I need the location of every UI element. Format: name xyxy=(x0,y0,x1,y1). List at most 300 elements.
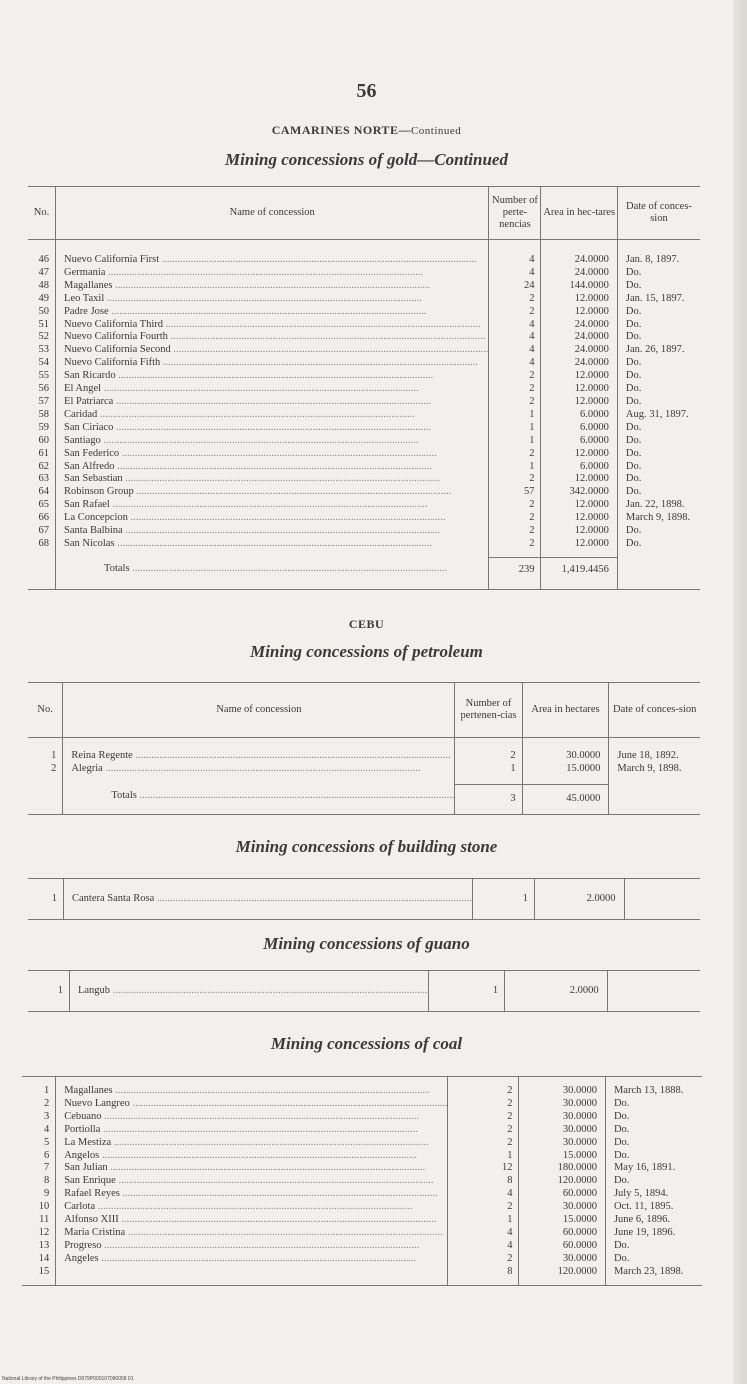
pertenencias-value: 4 xyxy=(489,357,541,370)
concession-name: Padre Jose ..... xyxy=(64,306,426,317)
date-value: Do. xyxy=(625,486,642,498)
pertenencias-value: 2 xyxy=(448,1201,519,1214)
concession-name: Magallanes ..... xyxy=(64,1085,430,1096)
concession-name-cell xyxy=(56,1240,448,1253)
area-value: 12.0000 xyxy=(541,293,617,306)
pertenencias-value: 2 xyxy=(489,306,541,319)
table-row xyxy=(28,738,700,763)
row-number: 66 xyxy=(28,512,56,525)
concession-name: Cebuano ..... xyxy=(64,1111,419,1122)
concession-name: San Sebastian ..... xyxy=(64,473,440,484)
concession-name-cell xyxy=(56,344,489,357)
pertenencias-value: 12 xyxy=(448,1162,519,1175)
table-row xyxy=(28,538,700,557)
date-value: Do. xyxy=(625,331,642,343)
pertenencias-value: 2 xyxy=(455,738,522,763)
row-number: 14 xyxy=(22,1253,56,1266)
row-number: 49 xyxy=(28,293,56,306)
date-value: Do. xyxy=(613,1252,630,1264)
date-value: May 16, 1891. xyxy=(613,1162,676,1174)
pertenencias-value: 2 xyxy=(448,1253,519,1266)
area-value: 12.0000 xyxy=(541,525,617,538)
pertenencias-value: 8 xyxy=(448,1266,519,1285)
area-value: 30.0000 xyxy=(519,1111,606,1124)
area-value: 12.0000 xyxy=(541,473,617,486)
row-number: 2 xyxy=(22,1098,56,1111)
pertenencias-value: 1 xyxy=(489,435,541,448)
row-number: 47 xyxy=(28,267,56,280)
date-value: Do. xyxy=(625,460,642,472)
table-row xyxy=(28,473,700,486)
date-value: Do. xyxy=(625,279,642,291)
area-value: 24.0000 xyxy=(541,240,617,267)
date-value: March 9, 1898. xyxy=(625,512,691,524)
concession-name: Alegria ..... xyxy=(71,763,420,774)
area-value: 15.0000 xyxy=(519,1214,606,1227)
concession-name-cell xyxy=(56,1137,448,1150)
col-header-no: No. xyxy=(28,187,56,240)
concession-name: Nuevo California Fourth ..... xyxy=(64,331,485,342)
concession-name-cell xyxy=(56,1098,448,1111)
pertenencias-value: 4 xyxy=(489,267,541,280)
row-number: 12 xyxy=(22,1227,56,1240)
table-row xyxy=(28,971,700,1012)
table-row xyxy=(28,422,700,435)
table-row xyxy=(28,240,700,267)
col-header-area: Area in hec-tares xyxy=(541,187,617,240)
area-value: 30.0000 xyxy=(519,1098,606,1111)
date-value: Do. xyxy=(625,537,642,549)
col-header-area: Area in hectares xyxy=(522,683,609,738)
guano-concessions-table xyxy=(28,970,700,1012)
row-number: 4 xyxy=(22,1124,56,1137)
date-value: Jan. 15, 1897. xyxy=(625,292,685,304)
table-row xyxy=(28,293,700,306)
row-number: 59 xyxy=(28,422,56,435)
date-value: Do. xyxy=(613,1097,630,1109)
area-value: 24.0000 xyxy=(541,319,617,332)
concession-name: Nuevo California Third ..... xyxy=(64,319,481,330)
gold-concessions-table xyxy=(28,186,700,590)
row-number: 63 xyxy=(28,473,56,486)
date-value: Do. xyxy=(613,1136,630,1148)
concession-name-cell xyxy=(56,512,489,525)
concession-name-cell xyxy=(56,293,489,306)
area-value: 12.0000 xyxy=(541,396,617,409)
pertenencias-value: 2 xyxy=(489,370,541,383)
concession-name-cell xyxy=(56,396,489,409)
col-header-pertenencias: Number of perte-nencias xyxy=(489,187,541,240)
pertenencias-value: 2 xyxy=(448,1137,519,1150)
pertenencias-value: 2 xyxy=(489,473,541,486)
pertenencias-value: 1 xyxy=(448,1150,519,1163)
row-number: 58 xyxy=(28,409,56,422)
row-number: 8 xyxy=(22,1175,56,1188)
concession-name-cell xyxy=(56,538,489,557)
concession-name: La Concepcion ..... xyxy=(64,512,445,523)
area-value: 60.0000 xyxy=(519,1227,606,1240)
concession-name: Caridad ..... xyxy=(64,409,415,420)
pertenencias-value: 1 xyxy=(472,879,534,920)
col-header-date: Date of conces-sion xyxy=(617,187,700,240)
date-value: June 18, 1892. xyxy=(617,750,679,761)
row-number: 7 xyxy=(22,1162,56,1175)
table-row xyxy=(22,1188,702,1201)
date-value: July 5, 1894. xyxy=(613,1188,669,1200)
concession-name-cell xyxy=(56,461,489,474)
table-row xyxy=(28,448,700,461)
concession-name: San Alfredo ..... xyxy=(64,461,432,472)
pertenencias-value: 1 xyxy=(455,763,522,784)
concession-name-cell xyxy=(56,1150,448,1163)
area-value: 15.0000 xyxy=(519,1150,606,1163)
concession-name: Santa Balbina ..... xyxy=(64,525,440,536)
concession-name-cell xyxy=(56,422,489,435)
table-row xyxy=(28,319,700,332)
concession-name-cell xyxy=(56,370,489,383)
concession-name-cell xyxy=(56,435,489,448)
area-value: 12.0000 xyxy=(541,448,617,461)
date-value: March 9, 1898. xyxy=(617,762,682,774)
concession-name: Santiago ..... xyxy=(64,435,418,446)
totals-pertenencias: 239 xyxy=(489,557,541,590)
pertenencias-value: 2 xyxy=(489,396,541,409)
table-row xyxy=(28,267,700,280)
concession-name: Langub ..... xyxy=(78,985,428,996)
area-value: 12.0000 xyxy=(541,538,617,557)
pertenencias-value: 24 xyxy=(489,280,541,293)
date-value: March 23, 1898. xyxy=(605,1266,702,1285)
table-row xyxy=(28,879,700,920)
concession-name: San Ciriaco ..... xyxy=(64,422,431,433)
area-value: 144.0000 xyxy=(541,280,617,293)
area-value: 30.0000 xyxy=(519,1253,606,1266)
row-number: 1 xyxy=(22,1077,56,1098)
concession-name: Rafael Reyes ..... xyxy=(64,1188,437,1199)
pertenencias-value: 1 xyxy=(428,971,505,1012)
table-row xyxy=(22,1266,702,1285)
footer-credit: National Library of the Philippines D079P000107090058 01 xyxy=(2,1376,134,1382)
concession-name-cell xyxy=(56,331,489,344)
concession-name: San Julian ..... xyxy=(64,1162,425,1173)
concession-name: Maria Cristina ..... xyxy=(64,1227,443,1238)
date-value: Jan. 26, 1897. xyxy=(625,344,685,356)
area-value: 24.0000 xyxy=(541,331,617,344)
concession-name: El Patriarca ..... xyxy=(64,396,431,407)
table-row xyxy=(28,370,700,383)
concession-name: El Angel ..... xyxy=(64,383,419,394)
row-number: 67 xyxy=(28,525,56,538)
area-value: 24.0000 xyxy=(541,344,617,357)
area-value: 30.0000 xyxy=(519,1124,606,1137)
date-value: Do. xyxy=(625,395,642,407)
concession-name: Nuevo California Fifth ..... xyxy=(64,357,478,368)
pertenencias-value: 57 xyxy=(489,486,541,499)
pertenencias-value: 2 xyxy=(489,448,541,461)
row-number: 1 xyxy=(28,971,69,1012)
table4-title: Mining concessions of guano xyxy=(263,934,470,953)
area-value: 24.0000 xyxy=(541,267,617,280)
concession-name: Progreso ..... xyxy=(64,1240,419,1251)
concession-name-cell xyxy=(56,383,489,396)
area-value: 30.0000 xyxy=(519,1201,606,1214)
row-number: 10 xyxy=(22,1201,56,1214)
concession-name: Angeles ..... xyxy=(64,1253,416,1264)
concession-name: Carlota ..... xyxy=(64,1201,413,1212)
date-value: Do. xyxy=(625,447,642,459)
row-number: 64 xyxy=(28,486,56,499)
pertenencias-value: 2 xyxy=(448,1098,519,1111)
table-row xyxy=(28,461,700,474)
pertenencias-value: 4 xyxy=(448,1240,519,1253)
pertenencias-value: 2 xyxy=(489,512,541,525)
table-row xyxy=(22,1111,702,1124)
area-value: 12.0000 xyxy=(541,306,617,319)
concession-name: Nuevo California First ..... xyxy=(64,254,477,265)
totals-area: 1,419.4456 xyxy=(541,557,617,590)
area-value: 12.0000 xyxy=(541,383,617,396)
area-value: 2.0000 xyxy=(505,971,607,1012)
date-value: Do. xyxy=(625,318,642,330)
date-value: Do. xyxy=(625,434,642,446)
col-header-date: Date of conces-sion xyxy=(609,683,700,738)
row-number: 65 xyxy=(28,499,56,512)
pertenencias-value: 4 xyxy=(489,240,541,267)
area-value: 30.0000 xyxy=(519,1137,606,1150)
date-value: Do. xyxy=(625,266,642,278)
building-stone-concessions-table xyxy=(28,878,700,920)
concession-name-cell xyxy=(56,240,489,267)
pertenencias-value: 2 xyxy=(489,383,541,396)
row-number: 51 xyxy=(28,319,56,332)
table-row xyxy=(28,486,700,499)
table-row xyxy=(22,1150,702,1163)
date-value: Do. xyxy=(625,421,642,433)
pertenencias-value: 2 xyxy=(448,1124,519,1137)
pertenencias-value: 2 xyxy=(489,293,541,306)
table-row xyxy=(28,331,700,344)
date-value: Do. xyxy=(625,473,642,485)
row-number: 15 xyxy=(22,1266,56,1285)
table1-title: Mining concessions of gold—Continued xyxy=(225,150,508,169)
concession-name-cell xyxy=(56,525,489,538)
date-value: June 19, 1896. xyxy=(613,1226,676,1238)
date-value: Do. xyxy=(613,1110,630,1122)
pertenencias-value: 4 xyxy=(489,344,541,357)
concession-name: Alfonso XIII ..... xyxy=(64,1214,436,1225)
row-number: 50 xyxy=(28,306,56,319)
concession-name-cell xyxy=(63,738,455,763)
concession-name: San Enrique ..... xyxy=(64,1175,433,1186)
pertenencias-value: 4 xyxy=(448,1188,519,1201)
concession-name: San Nicolas ..... xyxy=(64,538,432,549)
area-value: 6.0000 xyxy=(541,422,617,435)
table-row xyxy=(28,306,700,319)
pertenencias-value: 2 xyxy=(489,499,541,512)
date-value: Do. xyxy=(613,1175,630,1187)
concession-name-cell xyxy=(56,280,489,293)
row-number: 6 xyxy=(22,1150,56,1163)
concession-name: San Rafael ..... xyxy=(64,499,427,510)
pertenencias-value: 1 xyxy=(489,409,541,422)
row-number: 68 xyxy=(28,538,56,557)
concession-name-cell xyxy=(56,1253,448,1266)
concession-name-cell xyxy=(56,1188,448,1201)
row-number: 48 xyxy=(28,280,56,293)
area-value: 6.0000 xyxy=(541,435,617,448)
pertenencias-value: 4 xyxy=(448,1227,519,1240)
col-header-no: No. xyxy=(28,683,63,738)
concession-name: Angelos ..... xyxy=(64,1150,417,1161)
date-value: Do. xyxy=(625,383,642,395)
row-number: 9 xyxy=(22,1188,56,1201)
area-value: 12.0000 xyxy=(541,370,617,383)
table-row xyxy=(22,1098,702,1111)
concession-name: Reina Regente ..... xyxy=(71,750,450,761)
totals-label: Totals ..... xyxy=(104,563,447,574)
table-row xyxy=(28,499,700,512)
col-header-name: Name of concession xyxy=(63,683,455,738)
table-row xyxy=(22,1227,702,1240)
concession-name-cell xyxy=(56,319,489,332)
table-row xyxy=(28,409,700,422)
coal-concessions-table xyxy=(22,1076,702,1286)
area-value: 24.0000 xyxy=(541,357,617,370)
pertenencias-value: 1 xyxy=(489,461,541,474)
concession-name: Leo Taxil ..... xyxy=(64,293,422,304)
area-value: 6.0000 xyxy=(541,461,617,474)
row-number: 13 xyxy=(22,1240,56,1253)
date-value: Do. xyxy=(613,1239,630,1251)
concession-name-cell xyxy=(56,499,489,512)
table-row xyxy=(28,512,700,525)
region-heading-cebu: CEBU xyxy=(348,617,385,631)
date-value: Aug. 31, 1897. xyxy=(625,408,689,420)
area-value: 60.0000 xyxy=(519,1188,606,1201)
row-number: 60 xyxy=(28,435,56,448)
pertenencias-value: 2 xyxy=(448,1111,519,1124)
area-value: 180.0000 xyxy=(519,1162,606,1175)
concession-name: Germania ..... xyxy=(64,267,423,278)
area-value: 30.0000 xyxy=(519,1077,606,1098)
concession-name: Magallanes ..... xyxy=(64,280,430,291)
concession-name-cell xyxy=(56,1077,448,1098)
page-edge xyxy=(733,0,747,1384)
table-row xyxy=(28,280,700,293)
date-value: June 6, 1896. xyxy=(613,1214,670,1226)
concession-name-cell xyxy=(56,357,489,370)
table-row xyxy=(28,383,700,396)
concession-name-cell xyxy=(56,1201,448,1214)
totals-pertenencias: 3 xyxy=(455,784,522,815)
date-value: Jan. 8, 1897. xyxy=(625,254,680,265)
row-number: 56 xyxy=(28,383,56,396)
row-number: 54 xyxy=(28,357,56,370)
concession-name: San Ricardo ..... xyxy=(64,370,433,381)
table-row xyxy=(28,763,700,784)
concession-name-cell xyxy=(56,409,489,422)
date-value: Do. xyxy=(613,1123,630,1135)
pertenencias-value: 8 xyxy=(448,1175,519,1188)
row-number: 57 xyxy=(28,396,56,409)
table-row xyxy=(28,525,700,538)
page-number: 56 xyxy=(356,80,377,102)
concession-name-cell xyxy=(63,763,455,784)
row-number: 61 xyxy=(28,448,56,461)
pertenencias-value: 2 xyxy=(489,525,541,538)
pertenencias-value: 4 xyxy=(489,331,541,344)
area-value: 12.0000 xyxy=(541,499,617,512)
table-row xyxy=(22,1077,702,1098)
table-row xyxy=(28,435,700,448)
concession-name-cell xyxy=(69,971,428,1012)
table-row xyxy=(22,1201,702,1214)
date-value: Do. xyxy=(625,305,642,317)
concession-name: Cantera Santa Rosa ..... xyxy=(72,893,472,904)
concession-name-cell xyxy=(56,1124,448,1137)
col-header-name: Name of concession xyxy=(56,187,489,240)
col-header-pertenencias: Number of pertenen-cias xyxy=(455,683,522,738)
row-number: 11 xyxy=(22,1214,56,1227)
concession-name-cell xyxy=(56,1227,448,1240)
date-value: Do. xyxy=(625,357,642,369)
concession-name-cell xyxy=(56,306,489,319)
concession-name-cell xyxy=(56,1111,448,1124)
row-number: 2 xyxy=(28,763,63,784)
date-value: Do. xyxy=(625,370,642,382)
concession-name: Nuevo California Second ..... xyxy=(64,344,488,355)
table-row xyxy=(22,1240,702,1253)
area-value: 2.0000 xyxy=(535,879,625,920)
table2-title: Mining concessions of petroleum xyxy=(250,642,483,661)
table-row xyxy=(22,1175,702,1188)
region-name: CAMARINES NORTE— xyxy=(271,123,411,137)
pertenencias-value: 4 xyxy=(489,319,541,332)
concession-name-cell xyxy=(56,448,489,461)
date-value: Do. xyxy=(613,1149,630,1161)
concession-name: Nuevo Langreo ..... xyxy=(64,1098,447,1109)
concession-name: San Federico ..... xyxy=(64,448,437,459)
date-value: Jan. 22, 1898. xyxy=(625,499,685,511)
table-row xyxy=(22,1253,702,1266)
pertenencias-value: 1 xyxy=(448,1214,519,1227)
area-value: 15.0000 xyxy=(522,763,609,784)
table-row xyxy=(22,1124,702,1137)
region-continued: Continued xyxy=(410,125,462,137)
concession-name-cell xyxy=(64,879,473,920)
region-heading-camarines-norte xyxy=(0,123,733,138)
concession-name-cell xyxy=(56,1266,448,1285)
row-number: 62 xyxy=(28,461,56,474)
area-value: 120.0000 xyxy=(519,1266,606,1285)
date-value: Oct. 11, 1895. xyxy=(613,1201,674,1213)
table-row xyxy=(22,1214,702,1227)
table5-title: Mining concessions of coal xyxy=(270,1034,463,1053)
pertenencias-value: 2 xyxy=(489,538,541,557)
area-value: 12.0000 xyxy=(541,512,617,525)
pertenencias-value: 2 xyxy=(448,1077,519,1098)
concession-name-cell xyxy=(56,1214,448,1227)
table-row xyxy=(28,396,700,409)
date-value xyxy=(624,879,700,920)
row-number: 55 xyxy=(28,370,56,383)
table-row xyxy=(28,344,700,357)
concession-name: Portiolla ..... xyxy=(64,1124,418,1135)
area-value: 60.0000 xyxy=(519,1240,606,1253)
row-number: 3 xyxy=(22,1111,56,1124)
concession-name-cell xyxy=(56,486,489,499)
table-row xyxy=(28,357,700,370)
